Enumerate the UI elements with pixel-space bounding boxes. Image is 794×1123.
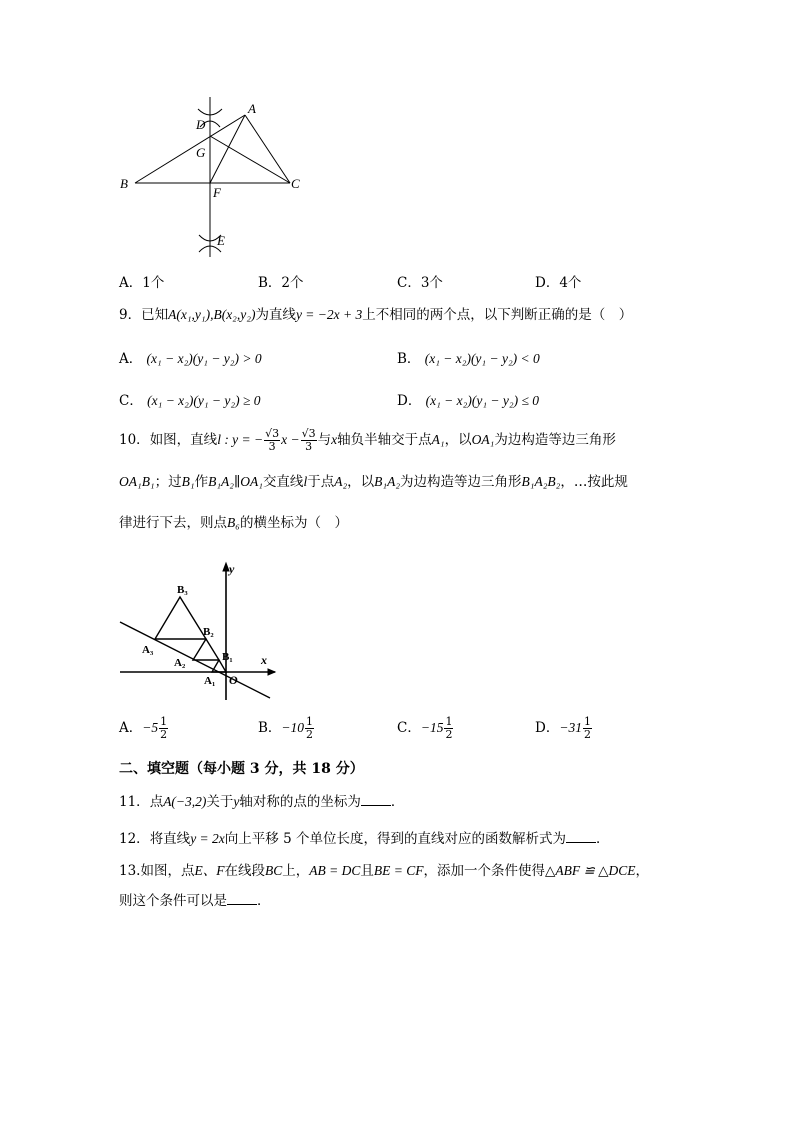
q10-option-b: B．−10 $\frac{1}{2}$ [258,715,314,741]
section-2-title: 二、填空题（每小题 3 分，共 18 分） [119,761,364,777]
frac-sqrt3-over-3-a: $\frac{√3}{3}$ [265,427,280,453]
figure-triangle-bisector [110,95,310,265]
answer-blank[interactable] [566,830,596,843]
q10-stem-line1: 10．如图，直线l : y = − $\frac{√3}{3}$ x − $\frac{√3}{3}$ 与x轴负半轴交于点A₁，以OA₁为边构造等边三角形 [119,427,616,453]
answer-blank[interactable] [227,892,257,905]
label-A: A [248,101,256,116]
label-F: F [213,185,221,200]
label-O: O [229,673,238,687]
label-A2: A₂ [174,657,186,669]
q8-option-c: C．3个 [397,275,443,291]
figure-equilateral-triangles [115,560,280,705]
q11-stem: 11．点A(−3,2)关于y轴对称的点的坐标为 ． [119,794,405,810]
label-D: D [196,117,206,132]
q12-stem: 12．将直线y = 2x向上平移 5 个单位长度，得到的直线对应的函数解析式为 ． [119,831,610,847]
label-E: E [217,233,225,248]
label-G: G [196,145,206,160]
x-axis-arrow [268,669,275,675]
q10-option-a: A．−5 $\frac{1}{2}$ [119,715,168,741]
label-B: B [120,176,128,191]
label-A1: A₁ [204,675,216,687]
q9-stem: 9．已知A(x₁,y₁),B(x₂,y₂)为直线y = −2x + 3上不相同的两个点，以下判断正确的是（ ） [119,307,633,323]
q13-stem-line2: 则这个条件可以是 ． [119,893,271,909]
label-B1: B₁ [222,651,233,663]
triangle-B1A2B2 [193,639,219,660]
triangle-B2A3B3 [155,597,206,639]
q9-option-d: D． (x₁ − x₂)(y₁ − y₂) ≤ 0 [397,393,539,409]
q9-option-b: B． (x₁ − x₂)(y₁ − y₂) < 0 [397,351,540,367]
q10-option-c: C．−15 $\frac{1}{2}$ [397,715,453,741]
q8-option-b: B．2个 [258,275,304,291]
q13-stem-line1: 13.如图，点E、F在线段BC上，AB = DC且BE = CF，添加一个条件使得△ABF ≌ △DCE， [119,863,650,879]
q8-option-a: A．1个 [119,275,165,291]
label-B3: B₃ [177,584,188,596]
frac-sqrt3-over-3-b: $\frac{√3}{3}$ [301,427,316,453]
q8-option-d: D．4个 [535,275,582,291]
segment-AF [210,115,245,183]
label-C: C [291,176,300,191]
q9-option-a: A． (x₁ − x₂)(y₁ − y₂) > 0 [119,351,262,367]
answer-blank[interactable] [361,793,391,806]
q9-option-c: C． (x₁ − x₂)(y₁ − y₂) ≥ 0 [119,393,261,409]
q10-stem-line2: OA₁B₁；过B₁作B₁A₂∥OA₁交直线l于点A₂，以B₁A₂为边构造等边三角形B₁A₂B₂，…按此规 [119,474,628,490]
label-B2: B₂ [203,626,214,638]
q10-option-d: D．−31 $\frac{1}{2}$ [535,715,591,741]
q10-stem-line3: 律进行下去，则点B₆的横坐标为（ ） [119,515,348,531]
segment-AB [135,115,245,183]
label-x: x [261,653,267,667]
segment-AC [245,115,290,183]
label-y: y [229,562,235,576]
label-A3: A₃ [142,644,154,656]
